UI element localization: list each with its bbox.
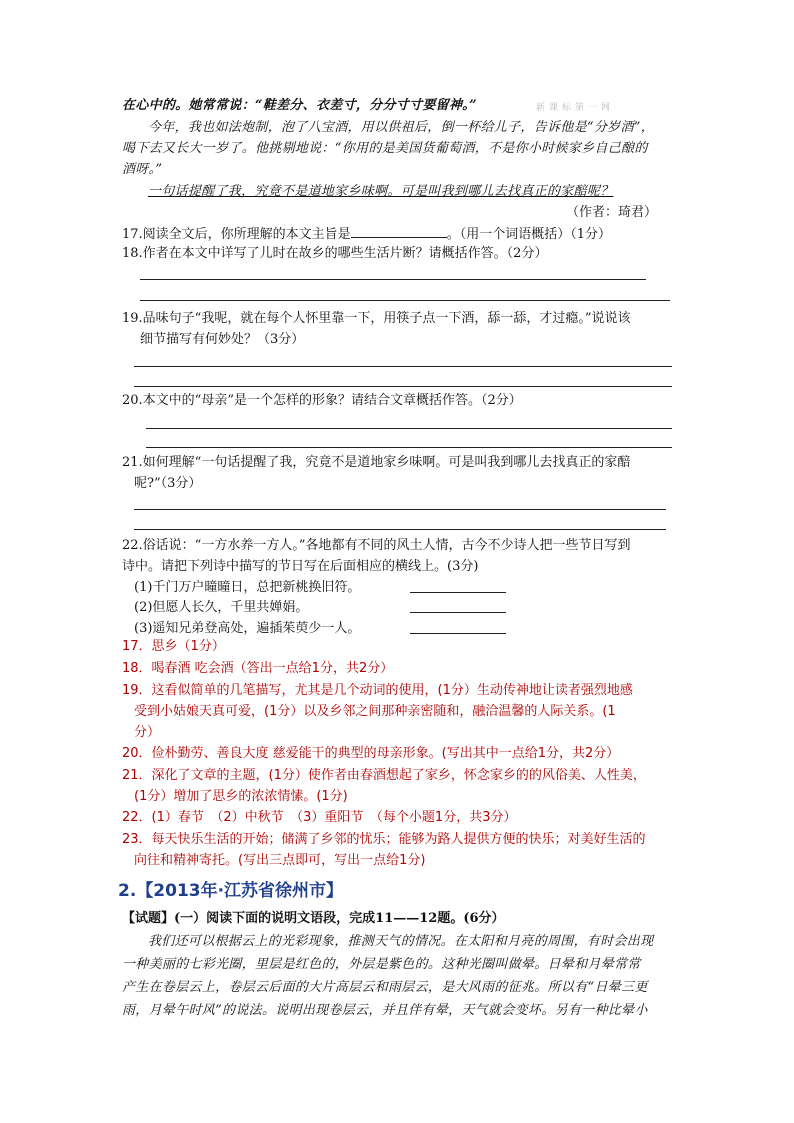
question-22-item-1: (1)千门万户曈曈日，总把新桃换旧符。 [134, 580, 361, 595]
question-22-item-2: (2)但愿人长久，千里共婵娟。 [134, 600, 309, 615]
section-para-line-3: 产生在卷层云上，卷层云后面的大片高层云和雨层云，是大风雨的征兆。所以有“日晕三更 [122, 980, 648, 995]
question-20: 20.本文中的“母亲”是一个怎样的形象？请结合文章概括作答。（2分） [122, 393, 522, 408]
answer-23: 23．每天快乐生活的开始；储满了乡邻的忧乐；能够为路人提供方便的快乐；对美好生活的 [122, 832, 646, 847]
question-21: 21.如何理解“一句话提醒了我，究竟不是道地家乡味啊。可是叫我到哪儿去找真正的家醅 [122, 455, 631, 470]
answer-line[interactable] [134, 529, 666, 530]
question-22-cont: 诗中。请把下列诗中描写的节日写在后面相应的横线上。(3分) [122, 559, 479, 574]
answer-21-cont: (1分）增加了思乡的浓浓情愫。(1分) [134, 789, 348, 804]
answer-line[interactable] [140, 300, 670, 301]
question-19: 19.品味句子“我呢，就在每个人怀里靠一下，用筷子点一下酒，舔一舔，才过瘾。”说说该 [122, 311, 631, 326]
answer-line[interactable] [146, 428, 672, 429]
answer-blank-22-2[interactable] [410, 612, 506, 613]
answer-line[interactable] [134, 366, 672, 367]
answer-19-cont: 受到小姑娘天真可爱，(1分）以及乡邻之间那种亲密随和，融洽温馨的人际关系。(1 [134, 704, 616, 719]
section-para-line-4: 雨，月晕午时风”的说法。说明出现卷层云，并且伴有晕，天气就会变坏。另有一种比晕小 [122, 1003, 648, 1018]
question-22: 22.俗话说：“一方水养一方人。”各地都有不同的风土人情，古今不少诗人把一些节日写到 [122, 538, 631, 553]
passage-line-2: 今年，我也如法炮制，泡了八宝酒，用以供祖后，倒一杯给儿子，告诉他是“分岁酒”， [148, 120, 654, 135]
answer-17-text: 17．思乡（1分） [122, 639, 225, 654]
passage-line-3: 喝下去又长大一岁了。他挑剔地说：“你用的是美国货葡萄酒，不是你小时候家乡自己酿的 [122, 141, 648, 156]
question-22-item-3: (3)遥知兄弟登高处，遍插茱萸少一人。 [134, 621, 361, 636]
author-credit: （作者：琦君） [566, 205, 658, 220]
question-17 [122, 223, 611, 245]
section-para-line-2: 一种美丽的七彩光圈，里层是红色的，外层是紫色的。这种光圈叫做晕。日晕和月晕常常 [122, 957, 641, 972]
passage-line-1: 在心中的。她常常说：“鞋差分、衣差寸，分分寸寸要留神。” [122, 98, 477, 113]
passage-line-4: 酒呀。” [122, 162, 163, 177]
section-heading: 2.【2013年·江苏省徐州市】 [118, 881, 344, 901]
answer-blank-22-1[interactable] [410, 592, 506, 593]
answer-line[interactable] [134, 386, 672, 387]
section-prompt: 【试题】(一）阅读下面的说明文语段，完成11——12题。(6分） [122, 911, 505, 926]
watermark: 新课标第一网 [536, 103, 615, 113]
answer-blank-17[interactable] [351, 223, 447, 238]
question-17-tail: 。（用一个词语概括）（1分） [446, 227, 611, 242]
answer-17 [122, 637, 225, 657]
passage-line-5: 一句话提醒了我，究竟不是道地家乡味啊。可是叫我到哪儿去找真正的家醅呢？ [148, 184, 614, 199]
answer-line[interactable] [134, 509, 666, 510]
question-18: 18.作者在本文中详写了儿时在故乡的哪些生活片断？请概括作答。（2分） [122, 246, 548, 261]
question-19-cont: 细节描写有何妙处？（3分） [140, 332, 305, 347]
answer-22: 22．(1）春节 （2）中秋节 （3）重阳节 （每个小题1分，共3分） [122, 810, 517, 825]
answer-blank-22-3[interactable] [410, 633, 506, 634]
answer-18: 18．喝春酒 吃会酒（答出一点给1分，共2分） [122, 661, 394, 676]
answer-20: 20．俭朴勤劳、善良大度 慈爱能干的典型的母亲形象。(写出其中一点给1分，共2分） [122, 746, 620, 761]
answer-line[interactable] [146, 447, 672, 448]
answer-23-cont: 向往和精神寄托。(写出三点即可，写出一点给1分) [134, 853, 426, 868]
section-para-line-1: 我们还可以根据云上的光彩现象，推测天气的情况。在太阳和月亮的周围，有时会出现 [148, 934, 654, 949]
answer-line[interactable] [140, 279, 646, 280]
question-17-text: 17.阅读全文后，你所理解的本文主旨是 [122, 227, 351, 242]
answer-21: 21．深化了文章的主题，(1分）使作者由春酒想起了家乡，怀念家乡的的风俗美、人性美， [122, 768, 646, 783]
answer-19-cont2: 分） [134, 725, 161, 740]
answer-19: 19．这看似简单的几笔描写，尤其是几个动词的使用，(1分）生动传神地让读者强烈地感 [122, 683, 633, 698]
question-21-cont: 呢?”（3分） [134, 476, 202, 491]
